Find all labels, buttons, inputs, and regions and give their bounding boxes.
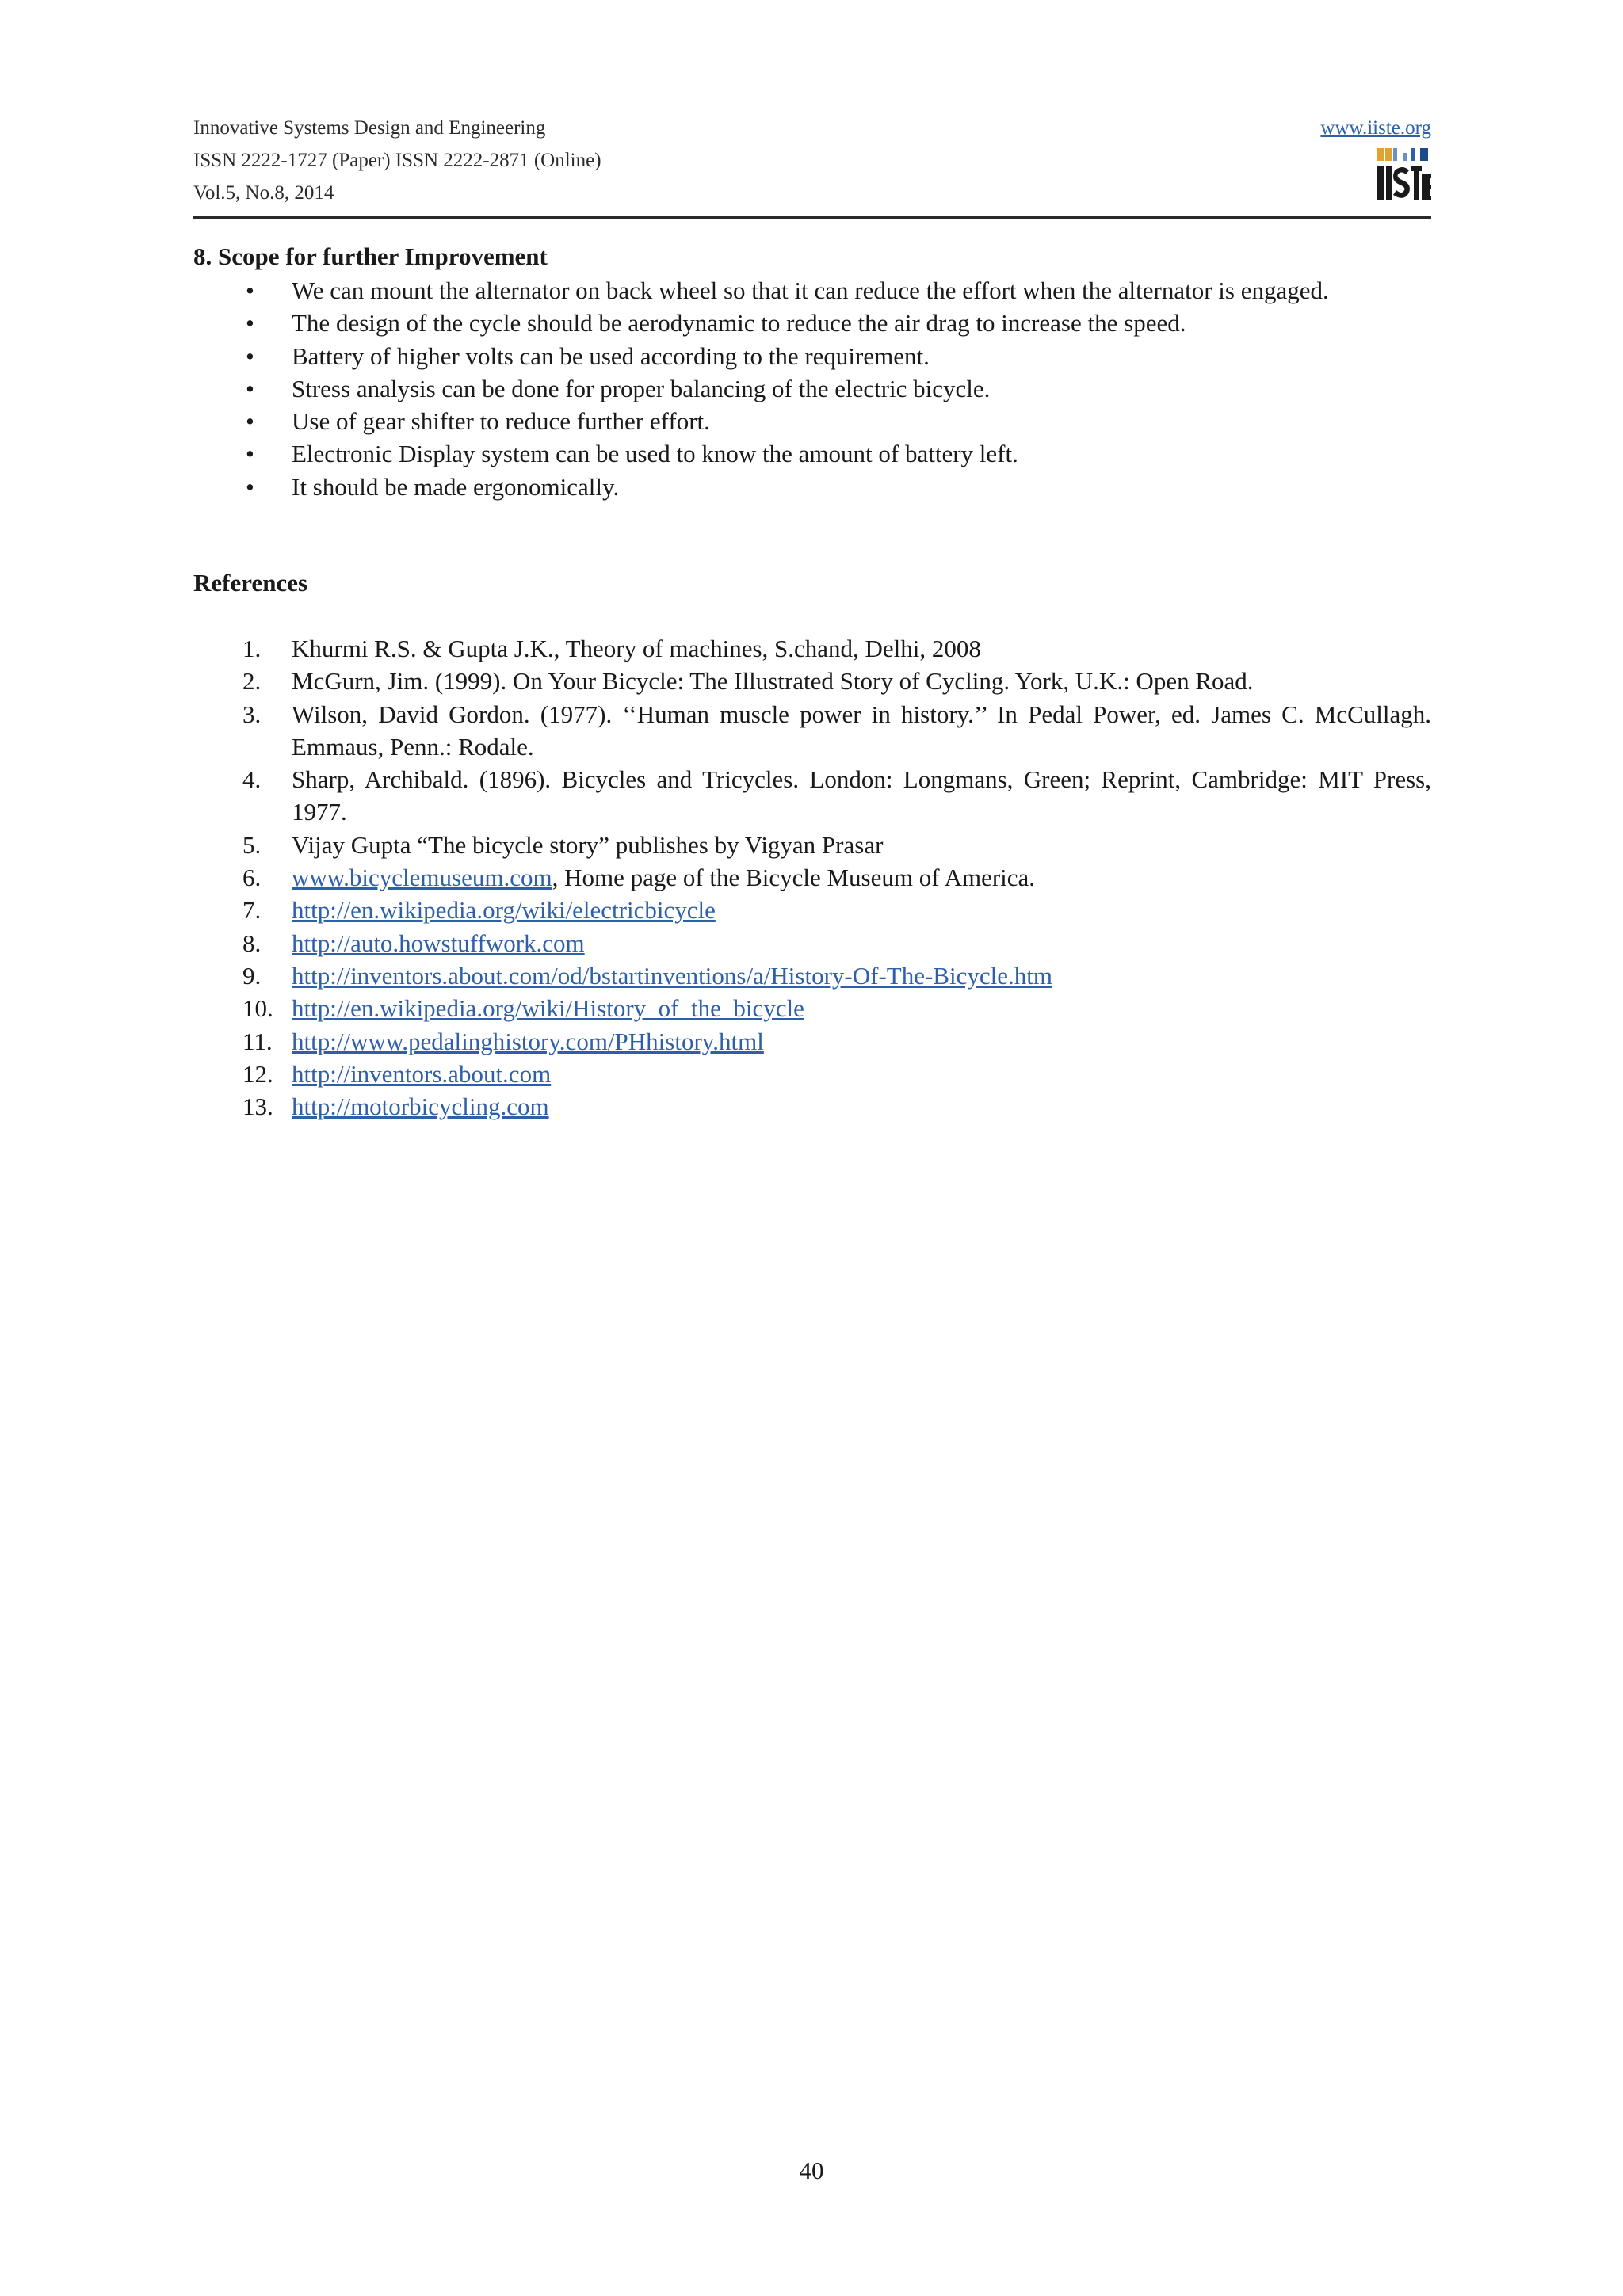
bullet-icon: • <box>246 472 254 501</box>
iiste-logo <box>1376 147 1431 204</box>
references-list <box>193 632 1431 1123</box>
page-number: 40 <box>799 2157 824 2184</box>
reference-number: 13. <box>242 1093 273 1121</box>
reference-number: 7. <box>242 896 262 925</box>
reference-number: 2. <box>242 667 262 696</box>
bullet-icon: • <box>246 374 254 402</box>
reference-link[interactable]: http://en.wikipedia.org/wiki/electricbicycle <box>292 896 716 925</box>
section-title: 8. Scope for further Improvement <box>193 242 548 270</box>
reference-link[interactable]: http://motorbicycling.com <box>292 1093 549 1121</box>
reference-number: 9. <box>242 961 262 990</box>
journal-name: Innovative Systems Design and Engineering <box>193 117 546 139</box>
list-item: • Electronic Display system can be used to know the amount of battery left. <box>193 437 1431 470</box>
reference-number: 5. <box>242 830 262 859</box>
reference-number: 3. <box>242 700 262 728</box>
reference-link[interactable]: http://en.wikipedia.org/wiki/History_of_the_bicycle <box>292 994 804 1023</box>
reference-item <box>193 698 1431 764</box>
reference-text <box>292 861 1431 894</box>
reference-item <box>193 1025 1431 1058</box>
references-title: References <box>193 569 308 597</box>
reference-link[interactable]: www.bicyclemuseum.com <box>292 864 552 892</box>
reference-item <box>193 763 1431 829</box>
bullet-icon: • <box>246 277 254 304</box>
reference-item <box>193 959 1431 992</box>
list-item: • We can mount the alternator on back wheel so that it can reduce the effort when the alternator is engaged. <box>193 274 1431 307</box>
reference-text: Vijay Gupta “The bicycle story” publishes by Vigyan Prasar <box>292 830 884 859</box>
reference-item <box>193 829 1431 861</box>
reference-number: 6. <box>242 864 262 892</box>
reference-text: Khurmi R.S. & Gupta J.K., Theory of machines, S.chand, Delhi, 2008 <box>292 635 981 662</box>
reference-item <box>193 1058 1431 1090</box>
list-item: • It should be made ergonomically. <box>193 471 1431 503</box>
list-item: • The design of the cycle should be aerodynamic to reduce the air drag to increase the speed. <box>193 307 1431 339</box>
reference-item <box>193 665 1431 697</box>
reference-item <box>193 632 1431 665</box>
reference-number: 12. <box>242 1059 273 1088</box>
reference-link[interactable]: http://www.pedalinghistory.com/PHhistory.html <box>292 1027 764 1055</box>
list-item: • Stress analysis can be done for proper balancing of the electric bicycle. <box>193 372 1431 405</box>
website-link[interactable]: www.iiste.org <box>1320 117 1431 139</box>
bullet-icon: • <box>246 440 254 468</box>
bullet-icon: • <box>246 309 254 338</box>
reference-number: 11. <box>242 1027 273 1055</box>
bullet-icon: • <box>246 341 254 370</box>
reference-number: 1. <box>242 635 262 662</box>
reference-item <box>193 894 1431 926</box>
reference-text: Wilson, David Gordon. (1977). ‘‘Human muscle power in history.’’ In Pedal Power, ed. James C. McCullagh. Emmaus, Penn.: Rodale. <box>292 700 1431 761</box>
reference-number: 10. <box>242 994 273 1023</box>
reference-link-description: , Home page of the Bicycle Museum of America. <box>552 864 1036 892</box>
reference-number: 8. <box>242 929 262 957</box>
reference-item <box>193 1090 1431 1123</box>
list-item: • Battery of higher volts can be used according to the requirement. <box>193 340 1431 372</box>
reference-text: Sharp, Archibald. (1896). Bicycles and Tricycles. London: Longmans, Green; Reprint, Cambridge: MIT Press, 1977. <box>292 765 1431 826</box>
reference-item <box>193 927 1431 959</box>
volume-line: Vol.5, No.8, 2014 <box>193 182 334 204</box>
reference-item <box>193 992 1431 1024</box>
reference-item <box>193 861 1431 894</box>
improvement-list <box>193 274 1431 503</box>
page-header <box>193 113 1431 219</box>
reference-link[interactable]: http://inventors.about.com <box>292 1059 552 1088</box>
bullet-icon: • <box>246 407 254 436</box>
reference-number: 4. <box>242 765 262 794</box>
reference-link[interactable]: http://inventors.about.com/od/bstartinventions/a/History-Of-The-Bicycle.htm <box>292 961 1052 990</box>
reference-text: McGurn, Jim. (1999). On Your Bicycle: The Illustrated Story of Cycling. York, U.K.: Open Road. <box>292 667 1254 696</box>
issn-line: ISSN 2222-1727 (Paper) ISSN 2222-2871 (Online) <box>193 150 601 171</box>
reference-link[interactable]: http://auto.howstuffwork.com <box>292 929 585 957</box>
list-item: • Use of gear shifter to reduce further effort. <box>193 405 1431 437</box>
